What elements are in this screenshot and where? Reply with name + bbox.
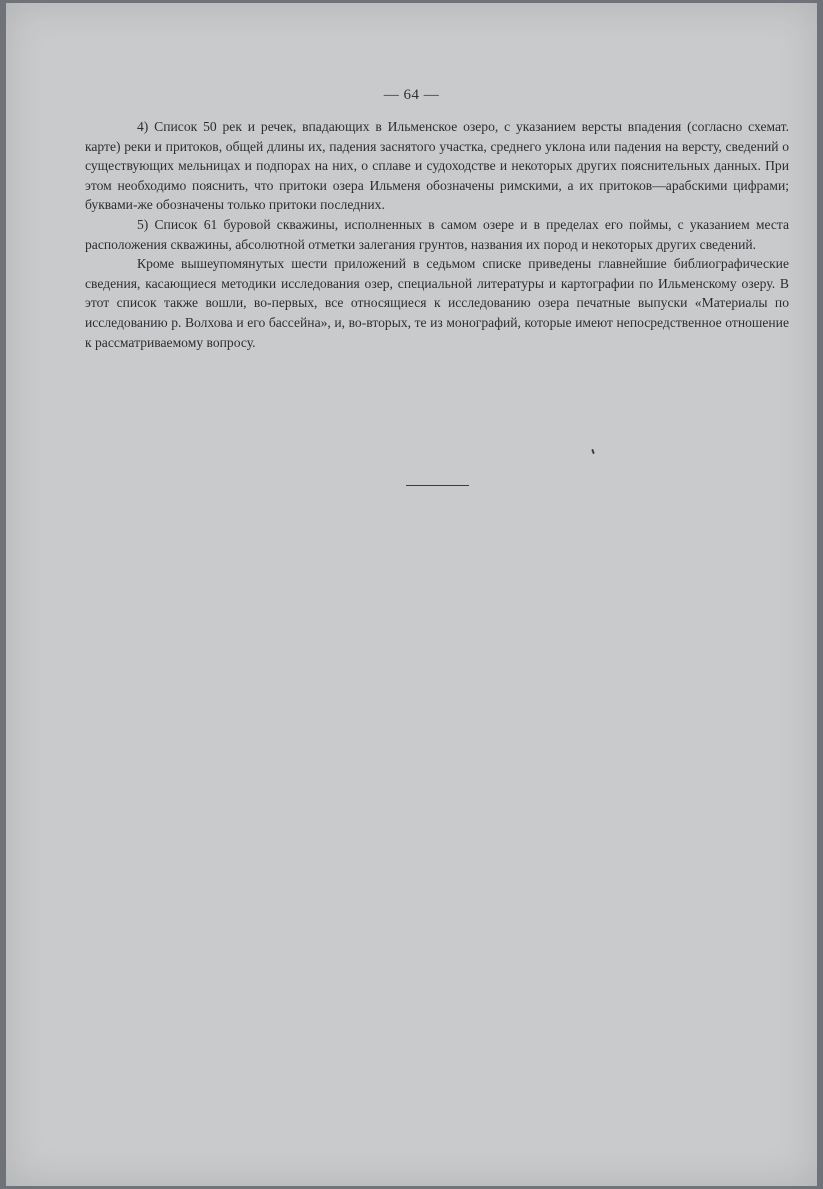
page-number: — 64 — — [383, 87, 440, 103]
show-through-text-block-lower — [84, 793, 784, 1093]
scanned-page — [6, 3, 817, 1186]
body-text — [85, 117, 789, 352]
paragraph-bibliography: Кроме вышеупомянутых шести приложений в седьмом списке приведены главнейшие библиографические сведения, касающиеся методики исследования озер, специальной литературы и картографии по Ильменскому озеру. В этот список также вошли, во-первых, все относящиеся к исследованию озера печатные выпуски «Материалы по исследованию р. Волхова и его бассейна», и, во-вторых, те из монографий, которые имеют непосредственное отношение к рассматриваемому вопросу. — [85, 256, 789, 350]
section-divider-rule — [406, 485, 469, 486]
paragraph-list-item-5: 5) Список 61 буровой скважины, исполненных в самом озере и в пределах его поймы, с указанием места расположения скважины, абсолютной отметки залегания грунтов, названия их пород и некоторых других сведений. — [85, 216, 789, 252]
paragraph-list-item-4: 4) Список 50 рек и речек, впадающих в Ильменское озеро, с указанием версты впадения (согласно схемат. карте) реки и притоков, общей длины их, падения заснятого участка, среднего уклона или падения на версту, сведений о существующих мельницах и подпорах на них, о сплаве и судоходстве и некоторых других пояснительных данных. При этом необходимо пояснить, что притоки озера Ильменя обозначены римскими, а их притоков—арабскими цифрами; буквами-же обозначены только притоки последних. — [85, 119, 789, 213]
show-through-heading — [86, 715, 786, 771]
show-through-text-block — [84, 433, 784, 663]
